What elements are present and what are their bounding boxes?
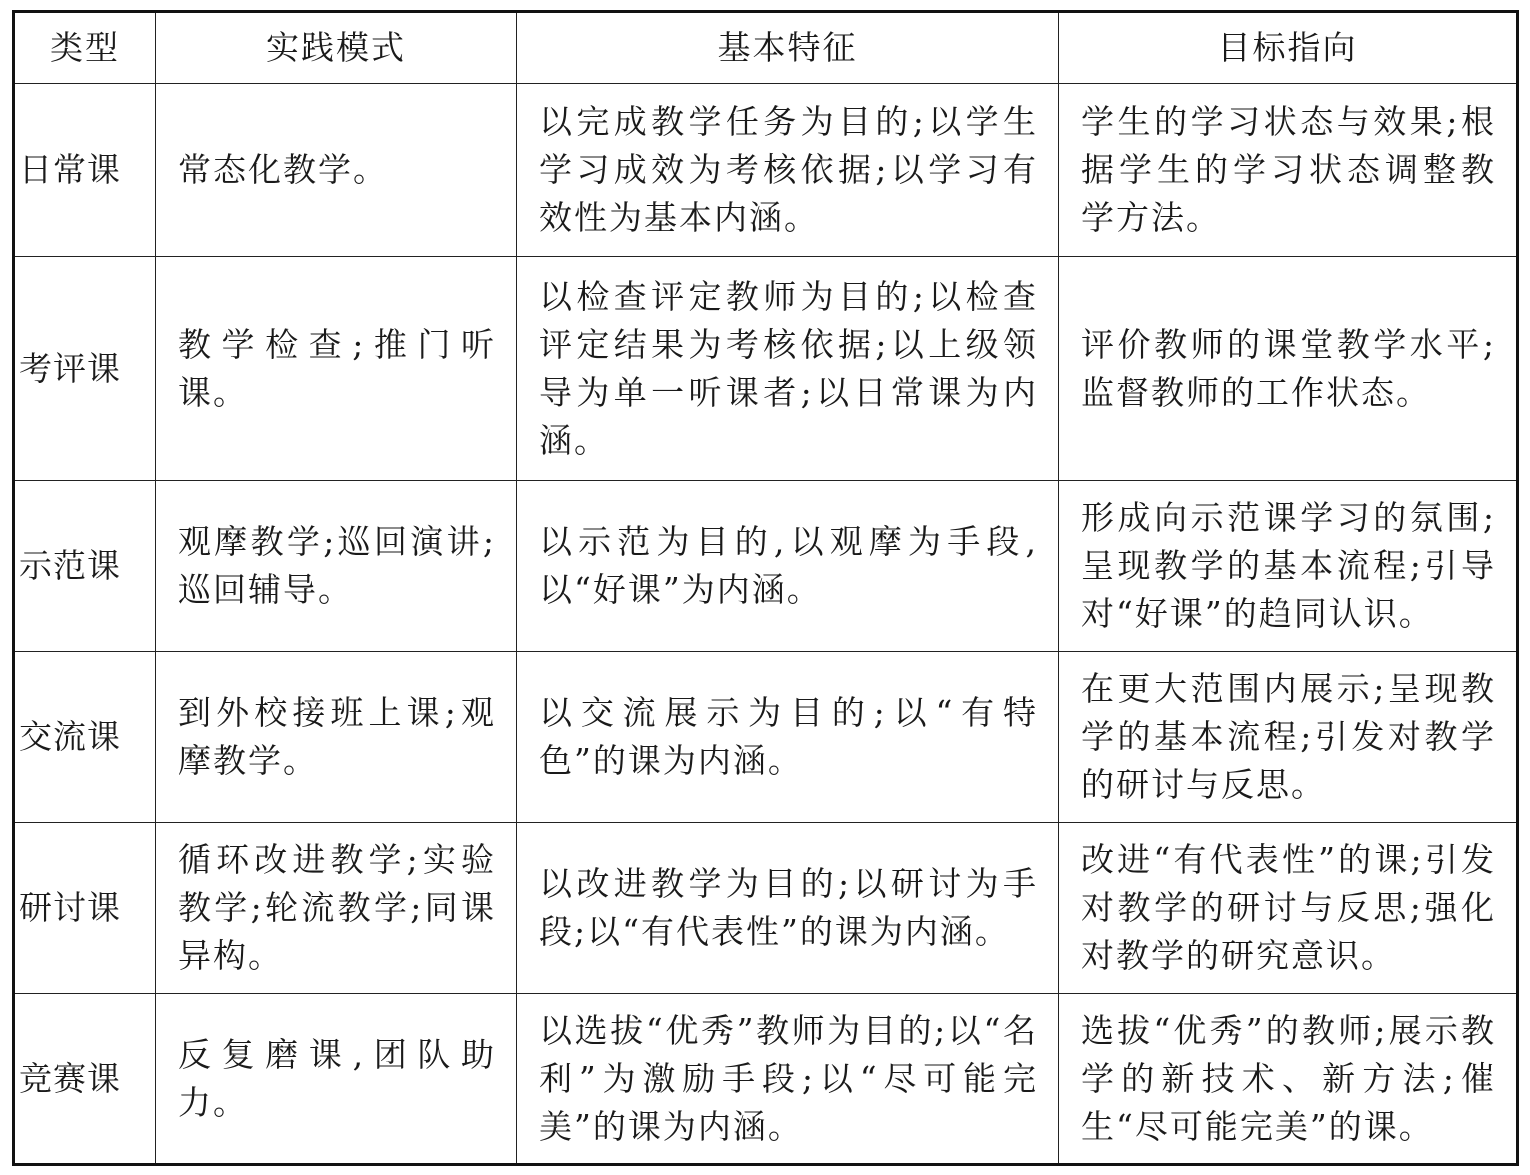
table-row	[14, 823, 1518, 994]
table-row	[14, 257, 1518, 481]
practice-mode-table-container	[12, 10, 1516, 1162]
cell-type: 示范课	[14, 481, 156, 652]
cell-goal-direction: 选拔“优秀”的教师;展示教学的新技术、新方法;催生“尽可能完美”的课。	[1059, 994, 1518, 1165]
practice-mode-table	[12, 10, 1519, 1166]
cell-goal-direction: 学生的学习状态与效果;根据学生的学习状态调整教学方法。	[1059, 84, 1518, 257]
cell-basic-features: 以选拔“优秀”教师为目的;以“名利”为激励手段;以“尽可能完美”的课为内涵。	[517, 994, 1059, 1165]
cell-basic-features: 以改进教学为目的;以研讨为手段;以“有代表性”的课为内涵。	[517, 823, 1059, 994]
cell-basic-features: 以完成教学任务为目的;以学生学习成效为考核依据;以学习有效性为基本内涵。	[517, 84, 1059, 257]
table-row	[14, 481, 1518, 652]
table-row	[14, 84, 1518, 257]
header-basic-features: 基本特征	[517, 12, 1059, 84]
cell-practice-mode: 反复磨课,团队助力。	[156, 994, 517, 1165]
table-row	[14, 652, 1518, 823]
cell-practice-mode: 到外校接班上课;观摩教学。	[156, 652, 517, 823]
header-goal-direction: 目标指向	[1059, 12, 1518, 84]
cell-goal-direction: 在更大范围内展示;呈现教学的基本流程;引发对教学的研讨与反思。	[1059, 652, 1518, 823]
cell-practice-mode: 观摩教学;巡回演讲;巡回辅导。	[156, 481, 517, 652]
cell-type: 交流课	[14, 652, 156, 823]
cell-type: 日常课	[14, 84, 156, 257]
cell-type: 竞赛课	[14, 994, 156, 1165]
table-row	[14, 994, 1518, 1165]
cell-basic-features: 以检查评定教师为目的;以检查评定结果为考核依据;以上级领导为单一听课者;以日常课为内涵。	[517, 257, 1059, 481]
cell-practice-mode: 常态化教学。	[156, 84, 517, 257]
cell-goal-direction: 改进“有代表性”的课;引发对教学的研讨与反思;强化对教学的研究意识。	[1059, 823, 1518, 994]
cell-type: 研讨课	[14, 823, 156, 994]
cell-practice-mode: 教学检查;推门听课。	[156, 257, 517, 481]
cell-basic-features: 以交流展示为目的;以“有特色”的课为内涵。	[517, 652, 1059, 823]
cell-practice-mode: 循环改进教学;实验教学;轮流教学;同课异构。	[156, 823, 517, 994]
cell-goal-direction: 形成向示范课学习的氛围;呈现教学的基本流程;引导对“好课”的趋同认识。	[1059, 481, 1518, 652]
table-header-row	[14, 12, 1518, 84]
cell-basic-features: 以示范为目的,以观摩为手段,以“好课”为内涵。	[517, 481, 1059, 652]
header-type: 类型	[14, 12, 156, 84]
header-practice-mode: 实践模式	[156, 12, 517, 84]
cell-goal-direction: 评价教师的课堂教学水平;监督教师的工作状态。	[1059, 257, 1518, 481]
cell-type: 考评课	[14, 257, 156, 481]
